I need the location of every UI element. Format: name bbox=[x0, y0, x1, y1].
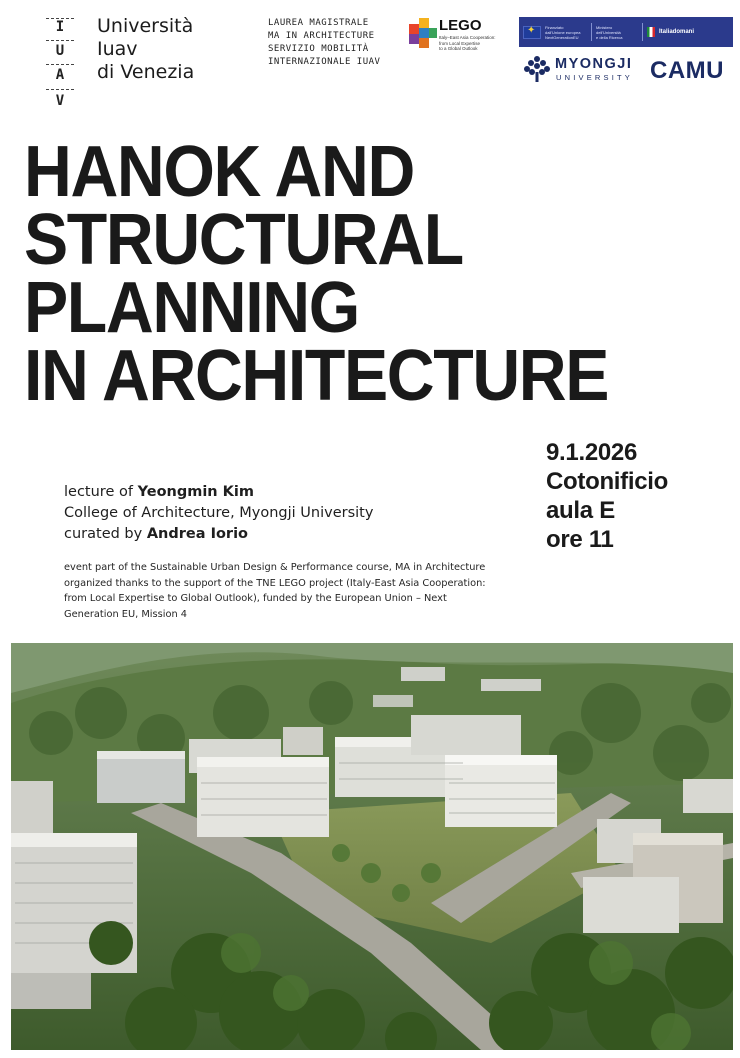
lecture-credits bbox=[64, 482, 524, 545]
event-note-line: organized thanks to the support of the TNE LEGO project (Italy-East Asia Cooperation: bbox=[64, 577, 486, 589]
ministry-text-line: dell'Università bbox=[596, 29, 621, 35]
curator-row bbox=[64, 524, 524, 545]
camu-logo: CAMU bbox=[650, 57, 724, 84]
lecture-title bbox=[24, 132, 724, 416]
lego-cube-icon bbox=[408, 16, 438, 50]
event-time: ore 11 bbox=[546, 526, 614, 553]
iuav-letter-i: I bbox=[55, 19, 65, 35]
curator-prefix: curated by bbox=[64, 526, 143, 542]
campus-aerial-photo bbox=[11, 643, 733, 1050]
lego-tagline bbox=[439, 35, 499, 52]
title-line: IN ARCHITECTURE bbox=[24, 336, 609, 416]
title-line: PLANNING bbox=[24, 268, 359, 348]
myongji-subtitle: UNIVERSITY bbox=[556, 73, 634, 82]
ministry-text-line: e della Ricerca bbox=[596, 34, 623, 40]
myongji-university-logo bbox=[522, 54, 642, 86]
funding-logos-strip bbox=[519, 17, 733, 47]
iuav-letter-a: A bbox=[55, 67, 65, 83]
event-note bbox=[64, 560, 514, 622]
eu-text-line: Finanziato bbox=[545, 24, 564, 30]
lego-name: LEGO bbox=[439, 17, 482, 34]
program-line: SERVIZIO MOBILITÀ bbox=[268, 44, 369, 54]
university-name-line: Iuav bbox=[97, 38, 138, 60]
event-note-line: event part of the Sustainable Urban Design & Performance course, MA in Architecture bbox=[64, 562, 486, 573]
iuav-letter-u: U bbox=[55, 43, 65, 59]
lecturer-prefix: lecture of bbox=[64, 484, 133, 500]
lecturer-row bbox=[64, 482, 524, 503]
program-line: INTERNAZIONALE IUAV bbox=[268, 57, 381, 67]
event-note-line: Generation EU, Mission 4 bbox=[64, 608, 188, 620]
italiadomani-label: Italiadomani bbox=[659, 29, 695, 35]
university-name-line: Università bbox=[97, 15, 194, 37]
lego-project-logo bbox=[408, 16, 500, 56]
eu-text-line: dall'Unione europea bbox=[545, 29, 581, 35]
program-line: LAUREA MAGISTRALE bbox=[268, 18, 369, 28]
title-line: STRUCTURAL bbox=[24, 200, 463, 280]
iuav-logo-mark bbox=[46, 16, 74, 116]
university-name bbox=[97, 15, 237, 84]
title-line: HANOK AND bbox=[24, 132, 414, 212]
lego-tagline-line: to a Global Outlook bbox=[439, 46, 478, 51]
lecturer-affiliation: College of Architecture, Myongji University bbox=[64, 505, 374, 521]
ministry-text bbox=[596, 25, 638, 40]
divider bbox=[642, 23, 643, 41]
event-note-line: from Local Expertise to Global Outlook), funded by the European Union – Next bbox=[64, 593, 447, 604]
program-label bbox=[268, 17, 408, 69]
event-date: 9.1.2026 bbox=[546, 439, 638, 466]
lecturer-name: Yeongmin Kim bbox=[137, 484, 254, 500]
lego-tagline-line: Italy–East Asia Cooperation: bbox=[439, 35, 496, 40]
iuav-letter-v: V bbox=[55, 93, 65, 109]
event-venue: Cotonificio bbox=[546, 468, 669, 495]
eu-text-line: NextGenerationEU bbox=[545, 34, 579, 40]
ministry-text-line: Ministero bbox=[596, 24, 613, 30]
university-name-line: di Venezia bbox=[97, 61, 195, 83]
eu-flag-icon bbox=[523, 26, 541, 39]
event-room: aula E bbox=[546, 497, 615, 524]
event-date-place bbox=[546, 438, 726, 554]
campus-aerial-image bbox=[11, 643, 733, 1050]
italy-flag-icon bbox=[647, 27, 655, 37]
lego-tagline-line: from Local Expertise bbox=[439, 40, 481, 46]
myongji-tree-icon bbox=[522, 54, 552, 84]
curator-name: Andrea Iorio bbox=[146, 526, 249, 542]
myongji-name: MYONGJI bbox=[555, 56, 633, 72]
divider bbox=[591, 23, 592, 41]
program-line: MA IN ARCHITECTURE bbox=[268, 31, 375, 41]
eu-funding-text bbox=[545, 25, 587, 40]
